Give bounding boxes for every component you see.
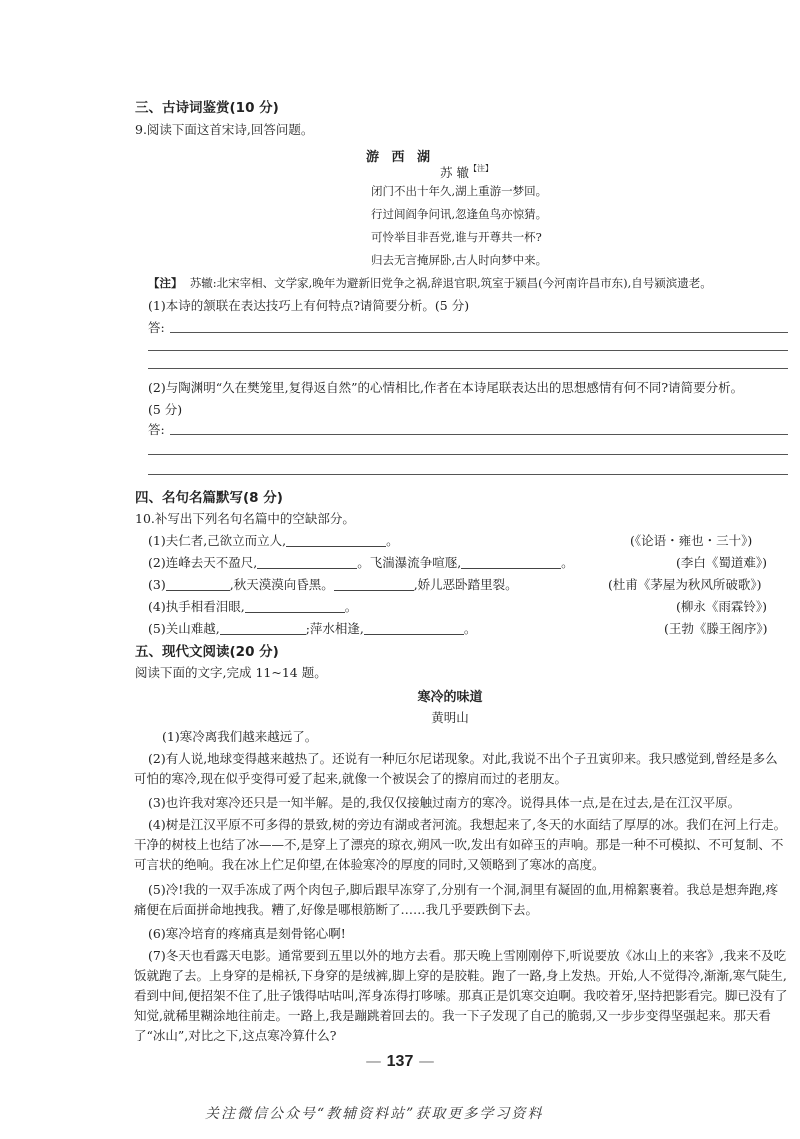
fill-blank[interactable] bbox=[461, 555, 561, 569]
fill-blank[interactable] bbox=[166, 577, 230, 591]
answer-line[interactable] bbox=[170, 434, 788, 435]
item-source: (柳永《雨霖铃》) bbox=[676, 599, 768, 614]
fill-blank[interactable] bbox=[334, 577, 414, 591]
item-text: (3) bbox=[148, 577, 166, 592]
recitation-item-5 bbox=[148, 619, 476, 637]
poem-title: 游 西 湖 bbox=[365, 150, 435, 165]
poem-note bbox=[148, 275, 712, 291]
poem-line: 可怜举目非吾党,谁与开尊共一杯? bbox=[371, 230, 542, 244]
question-10-prompt: 10.补写出下列名句名篇中的空缺部分。 bbox=[135, 511, 355, 526]
item-text: 。 bbox=[386, 533, 399, 548]
item-text: 。 bbox=[344, 599, 358, 614]
item-text: (1)夫仁者,己欲立而立人, bbox=[148, 533, 287, 548]
item-source: (《论语・雍也・三十》) bbox=[630, 533, 753, 548]
article-paragraph: (1)寒冷离我们越来越远了。 bbox=[162, 729, 318, 744]
answer-line[interactable] bbox=[148, 368, 788, 369]
reading-prompt: 阅读下面的文字,完成 11~14 题。 bbox=[135, 665, 327, 680]
section-5-title: 五、现代文阅读(20 分) bbox=[135, 644, 279, 660]
poem-line: 行过闾阎争问讯,忽逢鱼鸟亦惊猜。 bbox=[371, 207, 548, 221]
item-text: (2)连峰去天不盈尺, bbox=[148, 555, 258, 570]
question-9-1: (1)本诗的颔联在表达技巧上有何特点?请简要分析。(5 分) bbox=[148, 298, 470, 313]
article-paragraph: (2)有人说,地球变得越来越热了。还说有一种厄尔尼诺现象。对此,我说不出个子丑寅卯来。我只感觉到,曾经是多么可怕的寒冷,现在似乎变得可爱了起来,就像一个被误会了的擦肩而过的老朋友。 bbox=[134, 751, 778, 786]
fill-blank[interactable] bbox=[245, 599, 345, 613]
poem-line: 归去无言掩屏卧,古人时向梦中来。 bbox=[371, 253, 548, 267]
article-paragraph: (3)也许我对寒冷还只是一知半解。是的,我仅仅接触过南方的寒冷。说得具体一点,是在过去,是在江汉平原。 bbox=[148, 795, 741, 810]
section-3-title: 三、古诗词鉴赏(10 分) bbox=[135, 100, 279, 116]
answer-label: 答: bbox=[148, 422, 165, 437]
answer-line[interactable] bbox=[148, 454, 788, 455]
item-text: 。 bbox=[463, 621, 477, 636]
article-paragraph: (7)冬天也看露天电影。通常要到五里以外的地方去看。那天晚上雪刚刚停下,听说要放《冰山上的来客》,我来不及吃饭就跑了去。上身穿的是棉袄,下身穿的是绒裤,脚上穿的是胶鞋。跑了一路,身上发热。开始,人不觉得冷,渐渐,寒气陡生,看到中间,便招架不住了,肚子饿得咕咕叫,浑身冻得打哆嗦。那真正是饥寒交迫啊。我咬着牙,坚持把影看完。脚已没有了知觉,就稀里糊涂地往前走。一路上,我是蹦跳着回去的。我一下子发现了自己的脆弱,又一步步变得坚强起来。那天看了“冰山”,对比之下,这点寒冷算什么? bbox=[134, 948, 788, 1043]
question-9-prompt: 9.阅读下面这首宋诗,回答问题。 bbox=[135, 122, 314, 137]
article-author: 黄明山 bbox=[431, 710, 469, 725]
fill-blank[interactable] bbox=[286, 533, 386, 547]
item-text: 。 bbox=[561, 555, 574, 570]
article-paragraph: (6)寒冷培育的疼痛真是刻骨铭心啊! bbox=[148, 926, 346, 941]
section-4-title: 四、名句名篇默写(8 分) bbox=[135, 490, 283, 506]
item-text: ;萍水相逢, bbox=[305, 621, 364, 636]
item-text: (5)关山难越, bbox=[148, 621, 220, 636]
question-9-2-score: (5 分) bbox=[148, 402, 183, 417]
page-number-value: 137 bbox=[386, 1053, 414, 1070]
recitation-item-1 bbox=[148, 531, 399, 549]
poem-author-note-mark: 【注】 bbox=[468, 164, 493, 173]
answer-line[interactable] bbox=[170, 332, 788, 333]
page-number: — 137 — bbox=[365, 1051, 435, 1070]
recitation-item-4 bbox=[148, 597, 357, 615]
item-source: (李白《蜀道难》) bbox=[676, 555, 768, 570]
item-text: 。飞湍瀑流争喧豗, bbox=[357, 555, 462, 570]
answer-line[interactable] bbox=[148, 474, 788, 475]
item-text: ,娇儿恶卧踏里裂。 bbox=[413, 577, 518, 592]
note-label: 【注】 bbox=[148, 276, 183, 290]
fill-blank[interactable] bbox=[257, 555, 357, 569]
poem-author bbox=[440, 163, 493, 181]
poem-line: 闭门不出十年久,湖上重游一梦回。 bbox=[371, 184, 548, 198]
item-source: (杜甫《茅屋为秋风所破歌》) bbox=[608, 577, 762, 592]
item-text: (4)执手相看泪眼, bbox=[148, 599, 245, 614]
item-text: ,秋天漠漠向昏黑。 bbox=[229, 577, 334, 592]
fill-blank[interactable] bbox=[220, 621, 306, 635]
answer-label: 答: bbox=[148, 320, 165, 335]
footer-notice: 关注微信公众号“教辅资料站”获取更多学习资料 bbox=[205, 1106, 544, 1122]
fill-blank[interactable] bbox=[364, 621, 464, 635]
article-title: 寒冷的味道 bbox=[417, 690, 483, 705]
poem-author-name: 苏 辙 bbox=[440, 165, 469, 180]
answer-line[interactable] bbox=[148, 350, 788, 351]
recitation-item-2 bbox=[148, 553, 574, 571]
recitation-item-3 bbox=[148, 575, 518, 593]
item-source: (王勃《滕王阁序》) bbox=[664, 621, 768, 636]
note-text: 苏辙:北宋宰相、文学家,晚年为避新旧党争之祸,辞退官职,筑室于颍昌(今河南许昌市东),自号颍滨遗老。 bbox=[189, 276, 712, 290]
article-paragraph: (5)冷!我的一双手冻成了两个肉包子,脚后跟早冻穿了,分别有一个洞,洞里有凝固的血,用棉絮裹着。我总是想奔跑,疼痛便在后面拼命地拽我。糟了,好像是哪根筋断了……我几乎要跌倒下去。 bbox=[134, 882, 779, 917]
article-paragraph: (4)树是江汉平原不可多得的景致,树的旁边有湖或者河流。我想起来了,冬天的水面结了厚厚的冰。我们在河上行走。干净的树枝上也结了冰——不,是穿上了漂亮的琼衣,朔风一吹,发出有如碎玉的声响。那是一种不可模拟、不可复制、不可言状的绝响。我在冰上伫足仰望,在体验寒冷的厚度的同时,又领略到了寒冰的高度。 bbox=[134, 817, 787, 872]
question-9-2: (2)与陶渊明“久在樊笼里,复得返自然”的心情相比,作者在本诗尾联表达出的思想感情有何不同?请简要分析。 bbox=[148, 380, 744, 395]
